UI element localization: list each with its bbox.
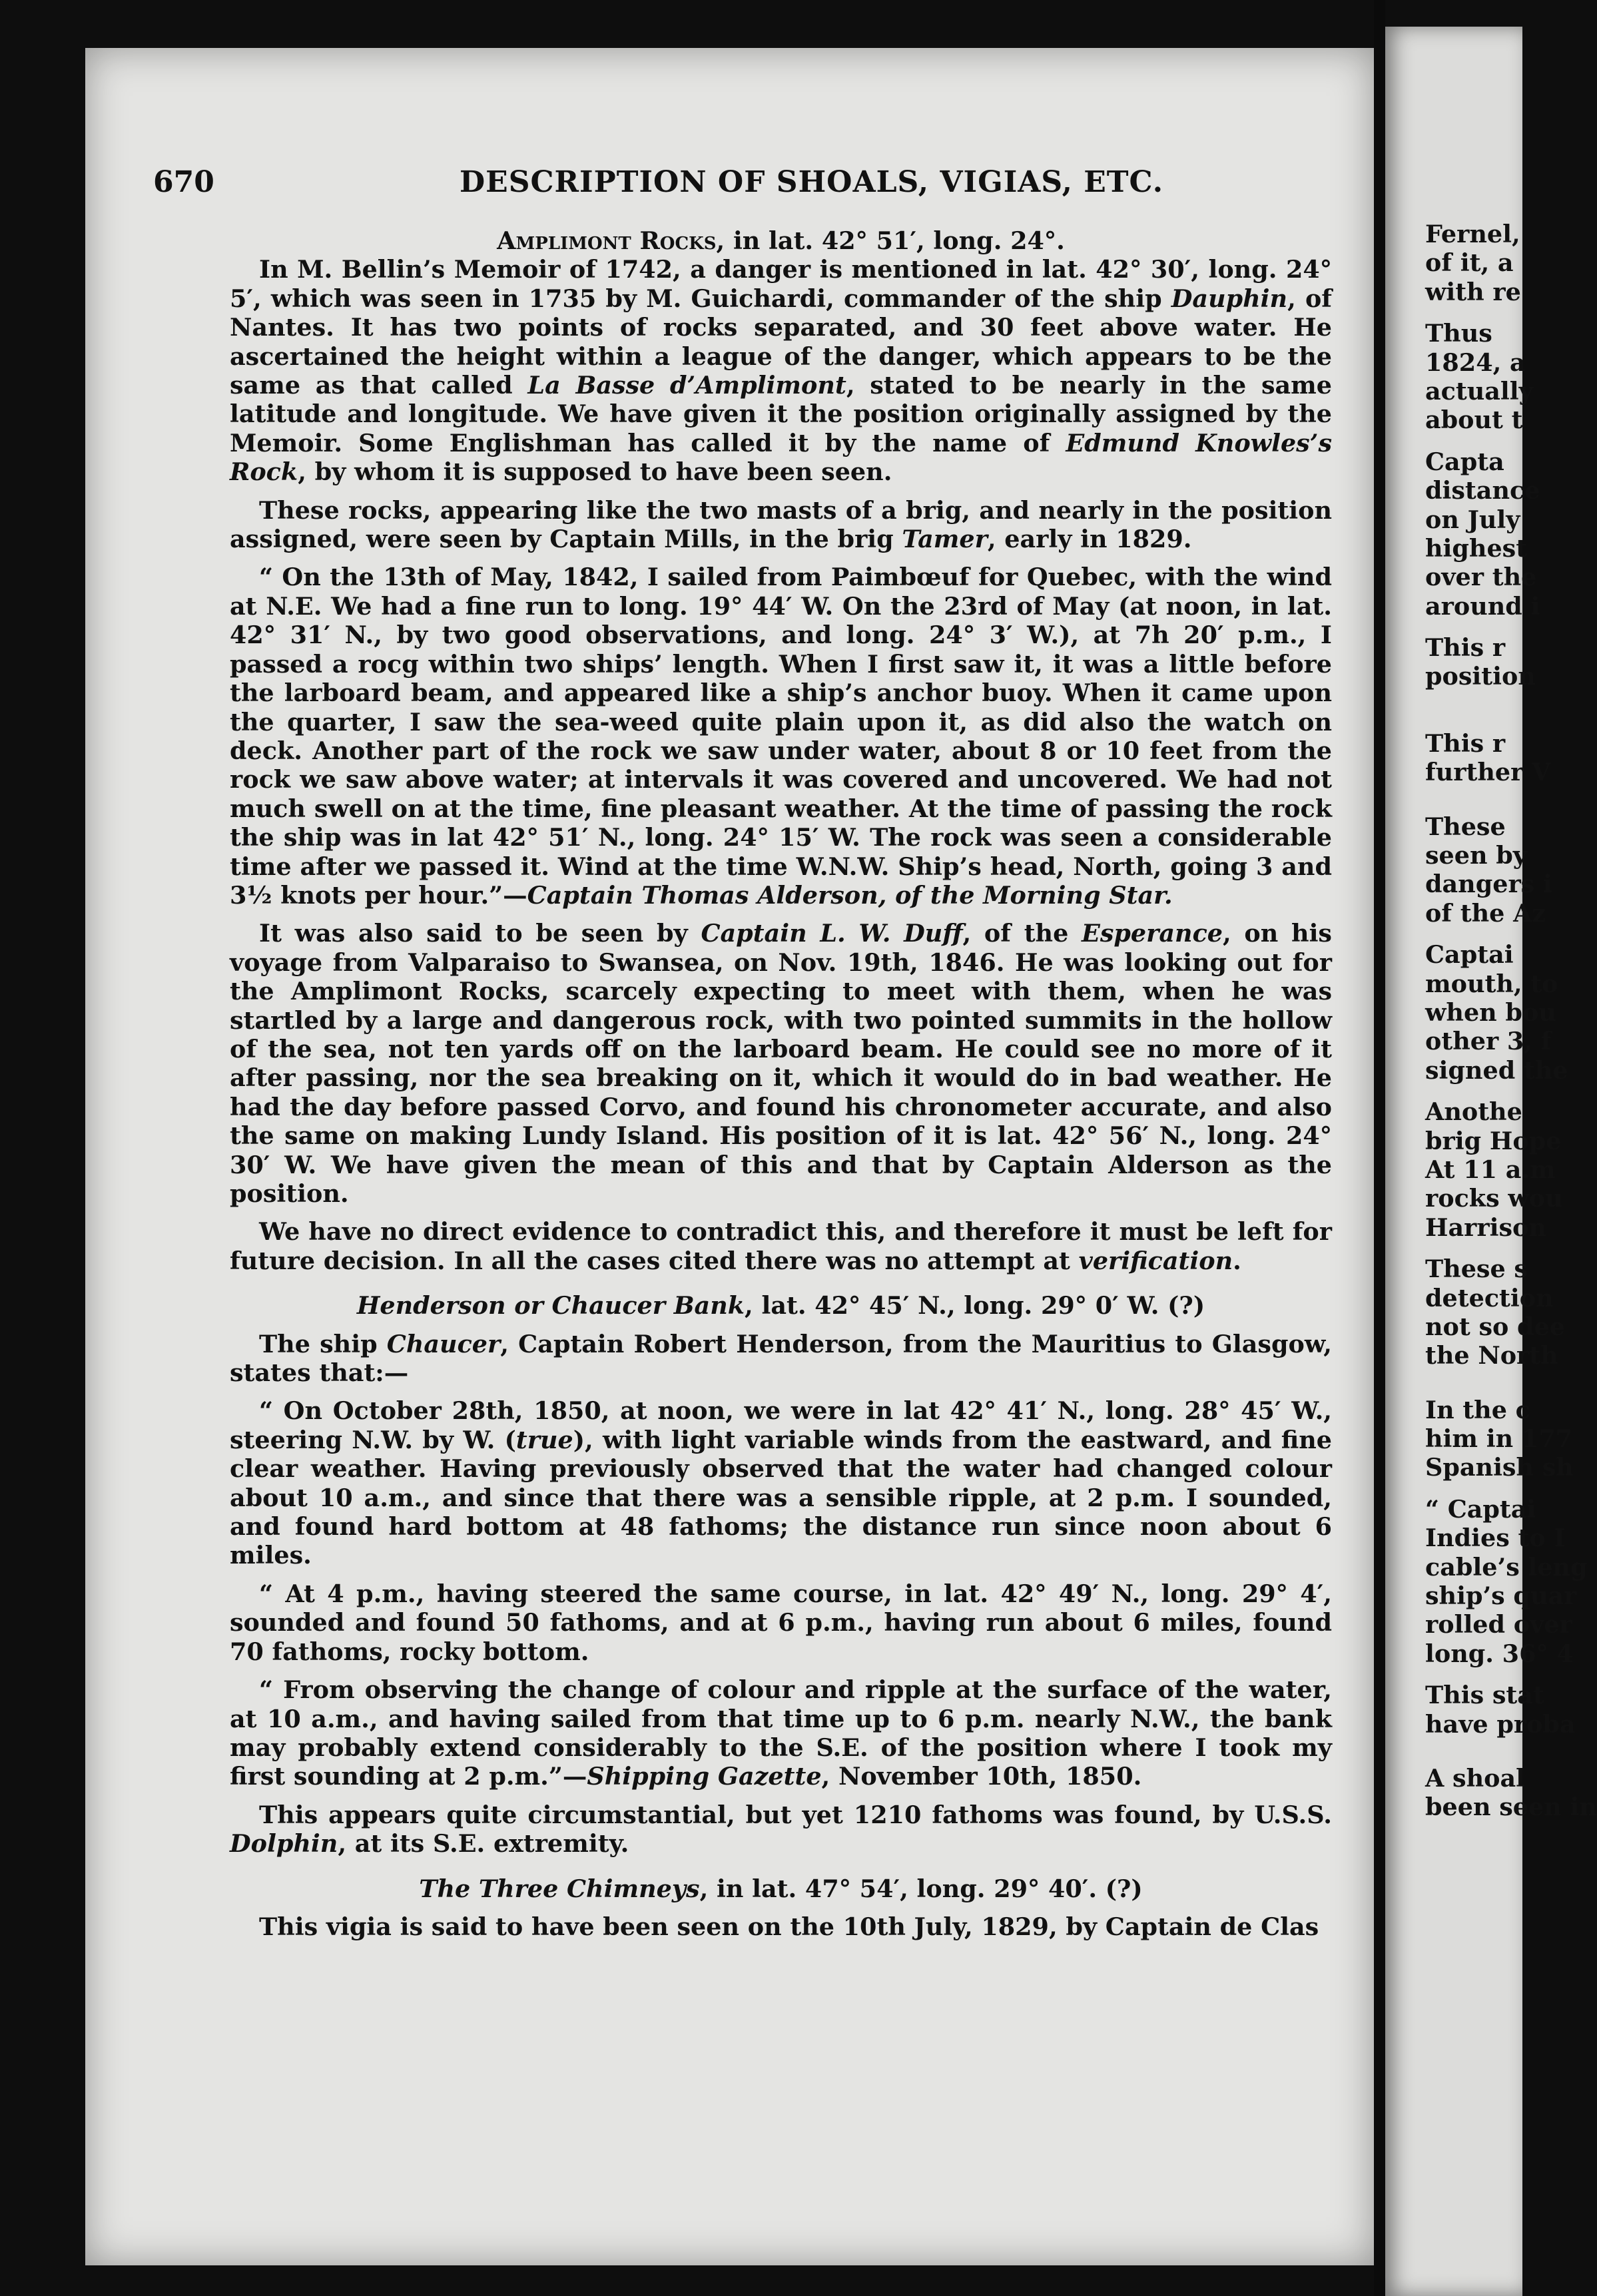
facing-page-line: on July: [1425, 505, 1520, 534]
facing-page-gap: [1425, 928, 1558, 940]
heading-position: , lat. 42° 45′ N., long. 29° 0′ W. (?): [745, 1291, 1205, 1320]
paragraph: [230, 1330, 1332, 1388]
place-name: La Basse d’Amplimont: [527, 371, 846, 400]
paragraph: This vigia is said to have been seen on the 10th July, 1829, by Captain de Clas: [259, 1912, 1319, 1941]
facing-page-line: Indies to I: [1425, 1524, 1566, 1553]
facing-page-line: long. 36° 4: [1425, 1639, 1574, 1668]
text-run: In M. Bellin’s Memoir of 1742, a danger is mentioned in lat. 42° 30′, long. 24° 5′, which was seen in 1735 by M. Guichardi, commander of the ship: [230, 255, 1332, 313]
ship-name: Tamer: [902, 525, 988, 554]
facing-page-line: At 11 a.m: [1425, 1155, 1556, 1184]
facing-page-gap: [1425, 1668, 1558, 1681]
facing-page-line: seen by: [1425, 841, 1527, 870]
text-run: , on his voyage from Valparaiso to Swansea, on Nov. 19th, 1846. He was looking out for the Amplimont Rocks, scarcely expecting to meet with them, when he was startled by a large and dangerous rock, with two pointed summits in the hollow of the sea, not ten yards off on the larboard beam. He could see no more of it after passing, nor the sea breaking on it, which it would do in bad weather. He had the day before passed Corvo, and found his chronometer accurate, and also the same on making Lundy Island. His position of it is lat. 42° 56′ N., long. 24° 30′ W. We have given the mean of this and that by Captain Alderson as the position.: [230, 919, 1332, 1208]
text-run: “ On the 13th of May, 1842, I sailed from Paimbœuf for Quebec, with the wind at N.E. We had a fine run to long. 19° 44′ W. On the 23rd of May (at noon, in lat. 42° 31′ N., by two good observations, and long. 24° 3′ W.), at 7h 20′ p.m., I passed a rocg within two ships’ length. When I first saw it, it was a little before the larboard beam, and appeared like a ship’s anchor buoy. When it came upon the quarter, I saw the sea-weed quite plain upon it, as did also the watch on deck. Another part of the rock we saw under water, about 8 or 10 feet from the rock we saw above water; at intervals it was covered and uncovered. We had not much swell on at the time, fine pleasant weather. At the time of passing the rock the ship was in lat 42° 51′ N., long. 24° 15′ W. The rock was seen a considerable time after we passed it. Wind at the time W.N.W. Ship’s head, North, going 3 and 3½ knots per hour.”—: [230, 563, 1332, 910]
facing-page-line: the North: [1425, 1341, 1558, 1370]
facing-page-line: position: [1425, 662, 1536, 691]
text-run: , Captain Robert Henderson, from the Mauritius to Glasgow, states that:—: [230, 1329, 1332, 1388]
quote-paragraph: [230, 1675, 1332, 1791]
text-run: , of the: [962, 919, 1082, 948]
facing-page-gap: [1425, 1085, 1558, 1097]
text-run: , at its S.E. extremity.: [338, 1829, 629, 1859]
facing-page-line: These: [1425, 812, 1506, 841]
facing-page-line: A shoal: [1425, 1763, 1525, 1793]
page-number: 670: [153, 165, 214, 199]
facing-page-gap: [1425, 306, 1558, 319]
quote-paragraph: [230, 563, 1332, 910]
facing-page-line: Fernel,: [1425, 220, 1520, 248]
facing-page-line: 1824, a: [1425, 348, 1526, 377]
facing-page-line: about t: [1425, 406, 1523, 435]
text-run: It was also said to be seen by: [259, 919, 701, 948]
facing-page-gap: [1425, 704, 1558, 717]
text-run: , by whom it is supposed to have been seen.: [298, 457, 892, 487]
facing-page-text: [1425, 220, 1597, 1822]
facing-page-line: over the: [1425, 563, 1537, 592]
facing-page-gap: [1425, 800, 1558, 812]
facing-page-line: Anothe: [1425, 1097, 1522, 1127]
facing-page-line: brig Hope: [1425, 1126, 1562, 1155]
main-column: [230, 226, 1332, 1941]
text-run: , November 10th, 1850.: [821, 1762, 1142, 1791]
facing-page-gap: [1425, 691, 1558, 704]
quote-paragraph: “ At 4 p.m., having steered the same course, in lat. 42° 49′ N., long. 29° 4′, sounded and found 50 fathoms, and at 6 p.m., having run about 6 miles, found 70 fathoms, rocky bottom.: [230, 1579, 1332, 1666]
page-gutter: [1374, 0, 1385, 2296]
text-run: The ship: [259, 1329, 387, 1358]
text-run: ), with light variable winds from the eastward, and fine clear weather. Having previously observed that the water had changed colour about 10 a.m., and since that there was a sensible ripple, at 2 p.m. I sounded, and found hard bottom at 48 fathoms; the distance run since noon about 6 miles.: [230, 1425, 1332, 1570]
section-heading-chimneys: [230, 1874, 1332, 1903]
text-run: These rocks, appearing like the two masts of a brig, and nearly in the position assigned, were seen by Captain Mills, in the brig: [230, 495, 1332, 554]
facing-page-line: In the c: [1425, 1395, 1530, 1424]
facing-page-gap: [1425, 621, 1558, 633]
facing-page-line: ship’s quar: [1425, 1581, 1577, 1611]
facing-page-gap: [1425, 435, 1558, 447]
heading-name: The Three Chimneys: [419, 1874, 700, 1903]
paragraph: [230, 255, 1332, 486]
facing-page-gap: [1425, 1383, 1558, 1396]
facing-page-line: mouth, to: [1425, 969, 1558, 998]
facing-page-line: not so dee: [1425, 1312, 1566, 1341]
quote-paragraph: [230, 1396, 1332, 1570]
text-run: , stated to be nearly in the same latitude and longitude. We have given it the position originally assigned by the Memoir. Some Englishman has called it by the name of: [230, 371, 1333, 457]
facing-page-gap: [1425, 1242, 1558, 1255]
facing-page-line: him in 177: [1425, 1424, 1573, 1454]
facing-page-line: “ Captai: [1425, 1494, 1536, 1524]
emphasis: verification: [1078, 1246, 1233, 1275]
ship-name: Dauphin: [1171, 284, 1288, 313]
text-run: “ On October 28th, 1850, at noon, we were in lat 42° 41′ N., long. 28° 45′ W., steering N.W. by W. (: [230, 1396, 1332, 1454]
ship-name: Dolphin: [230, 1829, 338, 1859]
facing-page-line: cable’s leng: [1425, 1552, 1588, 1581]
facing-page-line: of the Az: [1425, 898, 1546, 928]
ship-name: Esperance: [1082, 919, 1223, 948]
text-run: This appears quite circumstantial, but yet 1210 fathoms was found, by U.S.S.: [259, 1800, 1332, 1829]
paragraph: [230, 496, 1332, 554]
facing-page-line: These s: [1425, 1255, 1528, 1284]
heading-name: Henderson or Chaucer Bank: [356, 1291, 745, 1320]
facing-page-line: distance: [1425, 476, 1540, 505]
facing-page-line: around i: [1425, 591, 1540, 621]
paragraph: [230, 919, 1332, 1208]
text-run: , of Nantes. It has two points of rocks separated, and 30 feet above water. He ascertained the height within a league of the danger, which appears to be the same as that called: [230, 284, 1332, 400]
text-run: We have no direct evidence to contradict this, and therefore it must be left for future decision. In all the cases cited there was no attempt at: [230, 1217, 1332, 1275]
facing-page-line: Capta: [1425, 447, 1504, 476]
facing-page-line: have proba: [1425, 1709, 1576, 1739]
facing-page-line: dangers i: [1425, 870, 1552, 899]
running-head: DESCRIPTION OF SHOALS, VIGIAS, ETC.: [460, 165, 1164, 199]
section-heading-amplimont: [230, 226, 1332, 255]
heading-position: , in lat. 42° 51′, long. 24°.: [716, 226, 1065, 255]
facing-page-line: Harrison: [1425, 1213, 1546, 1242]
emphasis: true: [515, 1425, 573, 1454]
person-name: Captain L. W. Duff: [701, 919, 963, 948]
text-run: , early in 1829.: [987, 525, 1192, 554]
facing-page-gap: [1425, 1370, 1558, 1383]
text-run: .: [1233, 1246, 1241, 1275]
citation: Captain Thomas Alderson, of the Morning Star.: [527, 880, 1173, 910]
facing-page-line: rolled over: [1425, 1610, 1572, 1639]
ship-name: Chaucer: [386, 1329, 501, 1358]
facing-page-gap: [1425, 1751, 1558, 1764]
facing-page-line: other 3, f: [1425, 1027, 1552, 1056]
place-name: Edmund Knowles’s Rock: [230, 428, 1332, 487]
facing-page-line: This stat: [1425, 1681, 1544, 1710]
facing-page-line: Thus: [1425, 319, 1492, 348]
facing-page-line: detection: [1425, 1283, 1554, 1312]
facing-page-line: This r: [1425, 633, 1506, 663]
paragraph: [230, 1217, 1332, 1275]
facing-page-gap: [1425, 787, 1558, 800]
citation: Shipping Gazette: [587, 1762, 822, 1791]
facing-page-line: highest: [1425, 533, 1528, 563]
facing-page-line: Captai: [1425, 940, 1514, 970]
page-header: [153, 165, 1299, 212]
facing-page-line: Spanish sh: [1425, 1453, 1574, 1482]
facing-page-line: This r: [1425, 728, 1506, 758]
text-run: “ From observing the change of colour and ripple at the surface of the water, at 10 a.m., and having sailed from that time up to 6 p.m. nearly N.W., the bank may probably extend considerably to the S.E. of the position where I took my first sounding at 2 p.m.”—: [230, 1675, 1332, 1791]
facing-page-gap: [1425, 1739, 1558, 1751]
section-heading-henderson: [230, 1291, 1332, 1320]
heading-name: Amplimont Rocks: [497, 226, 717, 255]
paragraph: [230, 1801, 1332, 1859]
facing-page-gap: [1425, 1482, 1558, 1495]
heading-position: , in lat. 47° 54′, long. 29° 40′. (?): [699, 1874, 1143, 1903]
facing-page-line: with re: [1425, 277, 1521, 306]
facing-page-line: rocks wou: [1425, 1184, 1563, 1213]
facing-page-line: signed the: [1425, 1055, 1568, 1085]
facing-page-line: actually: [1425, 376, 1533, 406]
facing-page-line: of it, a: [1425, 248, 1514, 278]
facing-page-line: when bou: [1425, 998, 1556, 1027]
facing-page-gap: [1425, 717, 1558, 729]
facing-page-line: been seen in: [1425, 1793, 1597, 1822]
facing-page-line: further V: [1425, 758, 1551, 787]
